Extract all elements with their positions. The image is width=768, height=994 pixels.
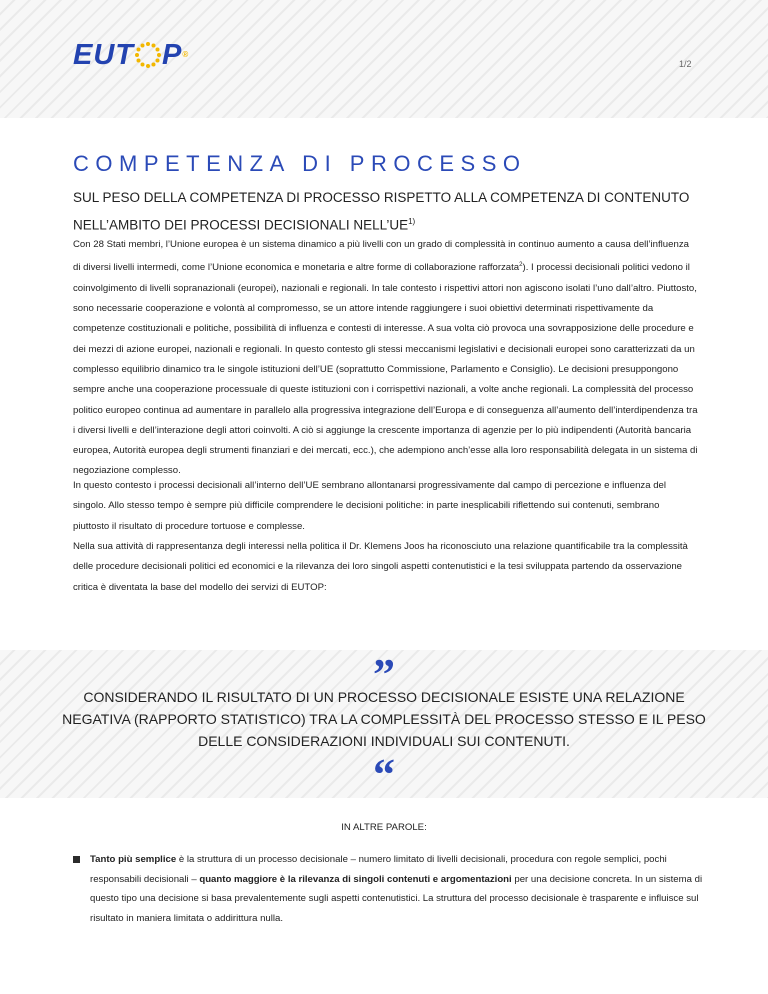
list-item-text (90, 850, 703, 928)
logo-text-left: EUT (73, 39, 134, 71)
quote-text: CONSIDERANDO IL RISULTATO DI UN PROCESSO DECISIONALE ESISTE UNA RELAZIONE NEGATIVA (RAPPORTO STATISTICO) TRA LA COMPLESSITÀ DEL PROCESSO STESSO E IL PESO DELLE CONSIDERAZIONI INDIVIDUALI SUI CONTENUTI. (62, 689, 706, 749)
paragraph-intro-part1: Con 28 Stati membri, l’Unione europea è un sistema dinamico a più livelli con un grado di complessità in continuo aumento a causa dell’influenza di diversi livelli intermedi, come l’Unione economica e monetaria e altre forme di collaborazione rafforzata (73, 239, 689, 274)
bullet-bold-2: quanto maggiore è la rilevanza di singoli contenuti e argomentazioni (199, 873, 512, 885)
in-other-words-heading: IN ALTRE PAROLE: (341, 822, 427, 833)
eu-stars-icon (134, 41, 162, 69)
paragraph-intro (73, 235, 698, 482)
footnote-marker: 2 (519, 262, 523, 269)
bullet-bold-1: Tanto più semplice (90, 854, 177, 865)
paragraph-context: In questo contesto i processi decisionali all’interno dell’UE sembrano allontanarsi progressivamente dal campo di percezione e influenza del singolo. Allo stesso tempo è sempre più difficile comprendere le decisioni politiche: in parte inesplicabili riflettendo sui contenuti, sembrano piuttosto il risultato di procedure tortuose e complesse. (73, 480, 667, 532)
subtitle-footnote: 1) (408, 217, 416, 226)
list-item (73, 850, 703, 928)
paragraph-eutop: Nella sua attività di rappresentanza degli interessi nella politica il Dr. Klemens Joos ha riconosciuto una relazione quantificabile tra la complessità delle procedure decisionali politici ed economici e la rilevanza dei loro singoli aspetti contenutistici e la tesi sviluppata partendo da osservazione critica è diventata la base del modello dei servizi di EUTOP: (73, 541, 688, 593)
paragraph-intro-part2: ). I processi decisionali politici vedono il coinvolgimento di livelli sopranazionali (europei), nazionali e regionali. In tale contesto i rispettivi attori non agiscono isolati l’uno dall’altro. Piuttosto, sono necessarie cooperazione e volontà al compromesso, se un attore intende raggiungere i suoi obiettivi determinati rispettivamente da competenze costituzionali e politiche, possibilità di influenza e contesti di interesse. A sua volta ciò provoca una sovrapposizione delle procedure e dei mezzi di azione europei, nazionali e regionali. In questo contesto gli stessi meccanismi legislativi e decisionali europei sono caratterizzati da un complesso equilibrio dinamico tra le singole istituzioni dell’UE (soprattutto Commissione, Parlamento e Consiglio). Le decisioni presuppongono sempre anche una cooperazione processuale di queste istituzioni con i corrispettivi nazionali, a volte anche regionali. La complessità del processo politico europeo continua ad aumentare in parallelo alla progressiva integrazione dell’Europa e di conseguenza all’aumento dell’interdipendenza tra i diversi livelli e dell’interazione degli attori coinvolti. A ciò si aggiunge la crescente importanza di agenzie per lo più indipendenti (Autorità bancaria europea, Autorità europea degli strumenti finanziari e dei mercati, ecc.), che adempiono anch’esse alla loro responsabilità delegata in un sistema di negoziazione complesso. (73, 262, 698, 477)
page-subtitle (73, 186, 713, 238)
quote-open-mark: ” (373, 650, 395, 699)
page-number: 1/2 (679, 59, 692, 69)
bullet-text-2: per una decisione concreta. In un sistema di questo tipo una decisione si basa prevalentemente sugli aspetti contenutistici. La struttura del processo decisionale è trasparente e influisce sul risultato in maniera limitata o addirittura nulla. (90, 873, 703, 924)
bullet-text-1: è la struttura di un processo decisionale – numero limitato di livelli decisionali, procedura con regole semplici, pochi responsabili decisionali – (90, 854, 667, 885)
quote-close-mark: “ (373, 750, 395, 799)
eutop-logo (73, 41, 189, 69)
bullet-square-icon (73, 856, 80, 863)
logo-text-right: P (162, 39, 183, 71)
subtitle-text: SUL PESO DELLA COMPETENZA DI PROCESSO RISPETTO ALLA COMPETENZA DI CONTENUTO NELL’AMBITO DEI PROCESSI DECISIONALI NELL’UE (73, 190, 690, 233)
page-title: COMPETENZA DI PROCESSO (73, 151, 527, 176)
registered-mark: ® (182, 50, 190, 59)
